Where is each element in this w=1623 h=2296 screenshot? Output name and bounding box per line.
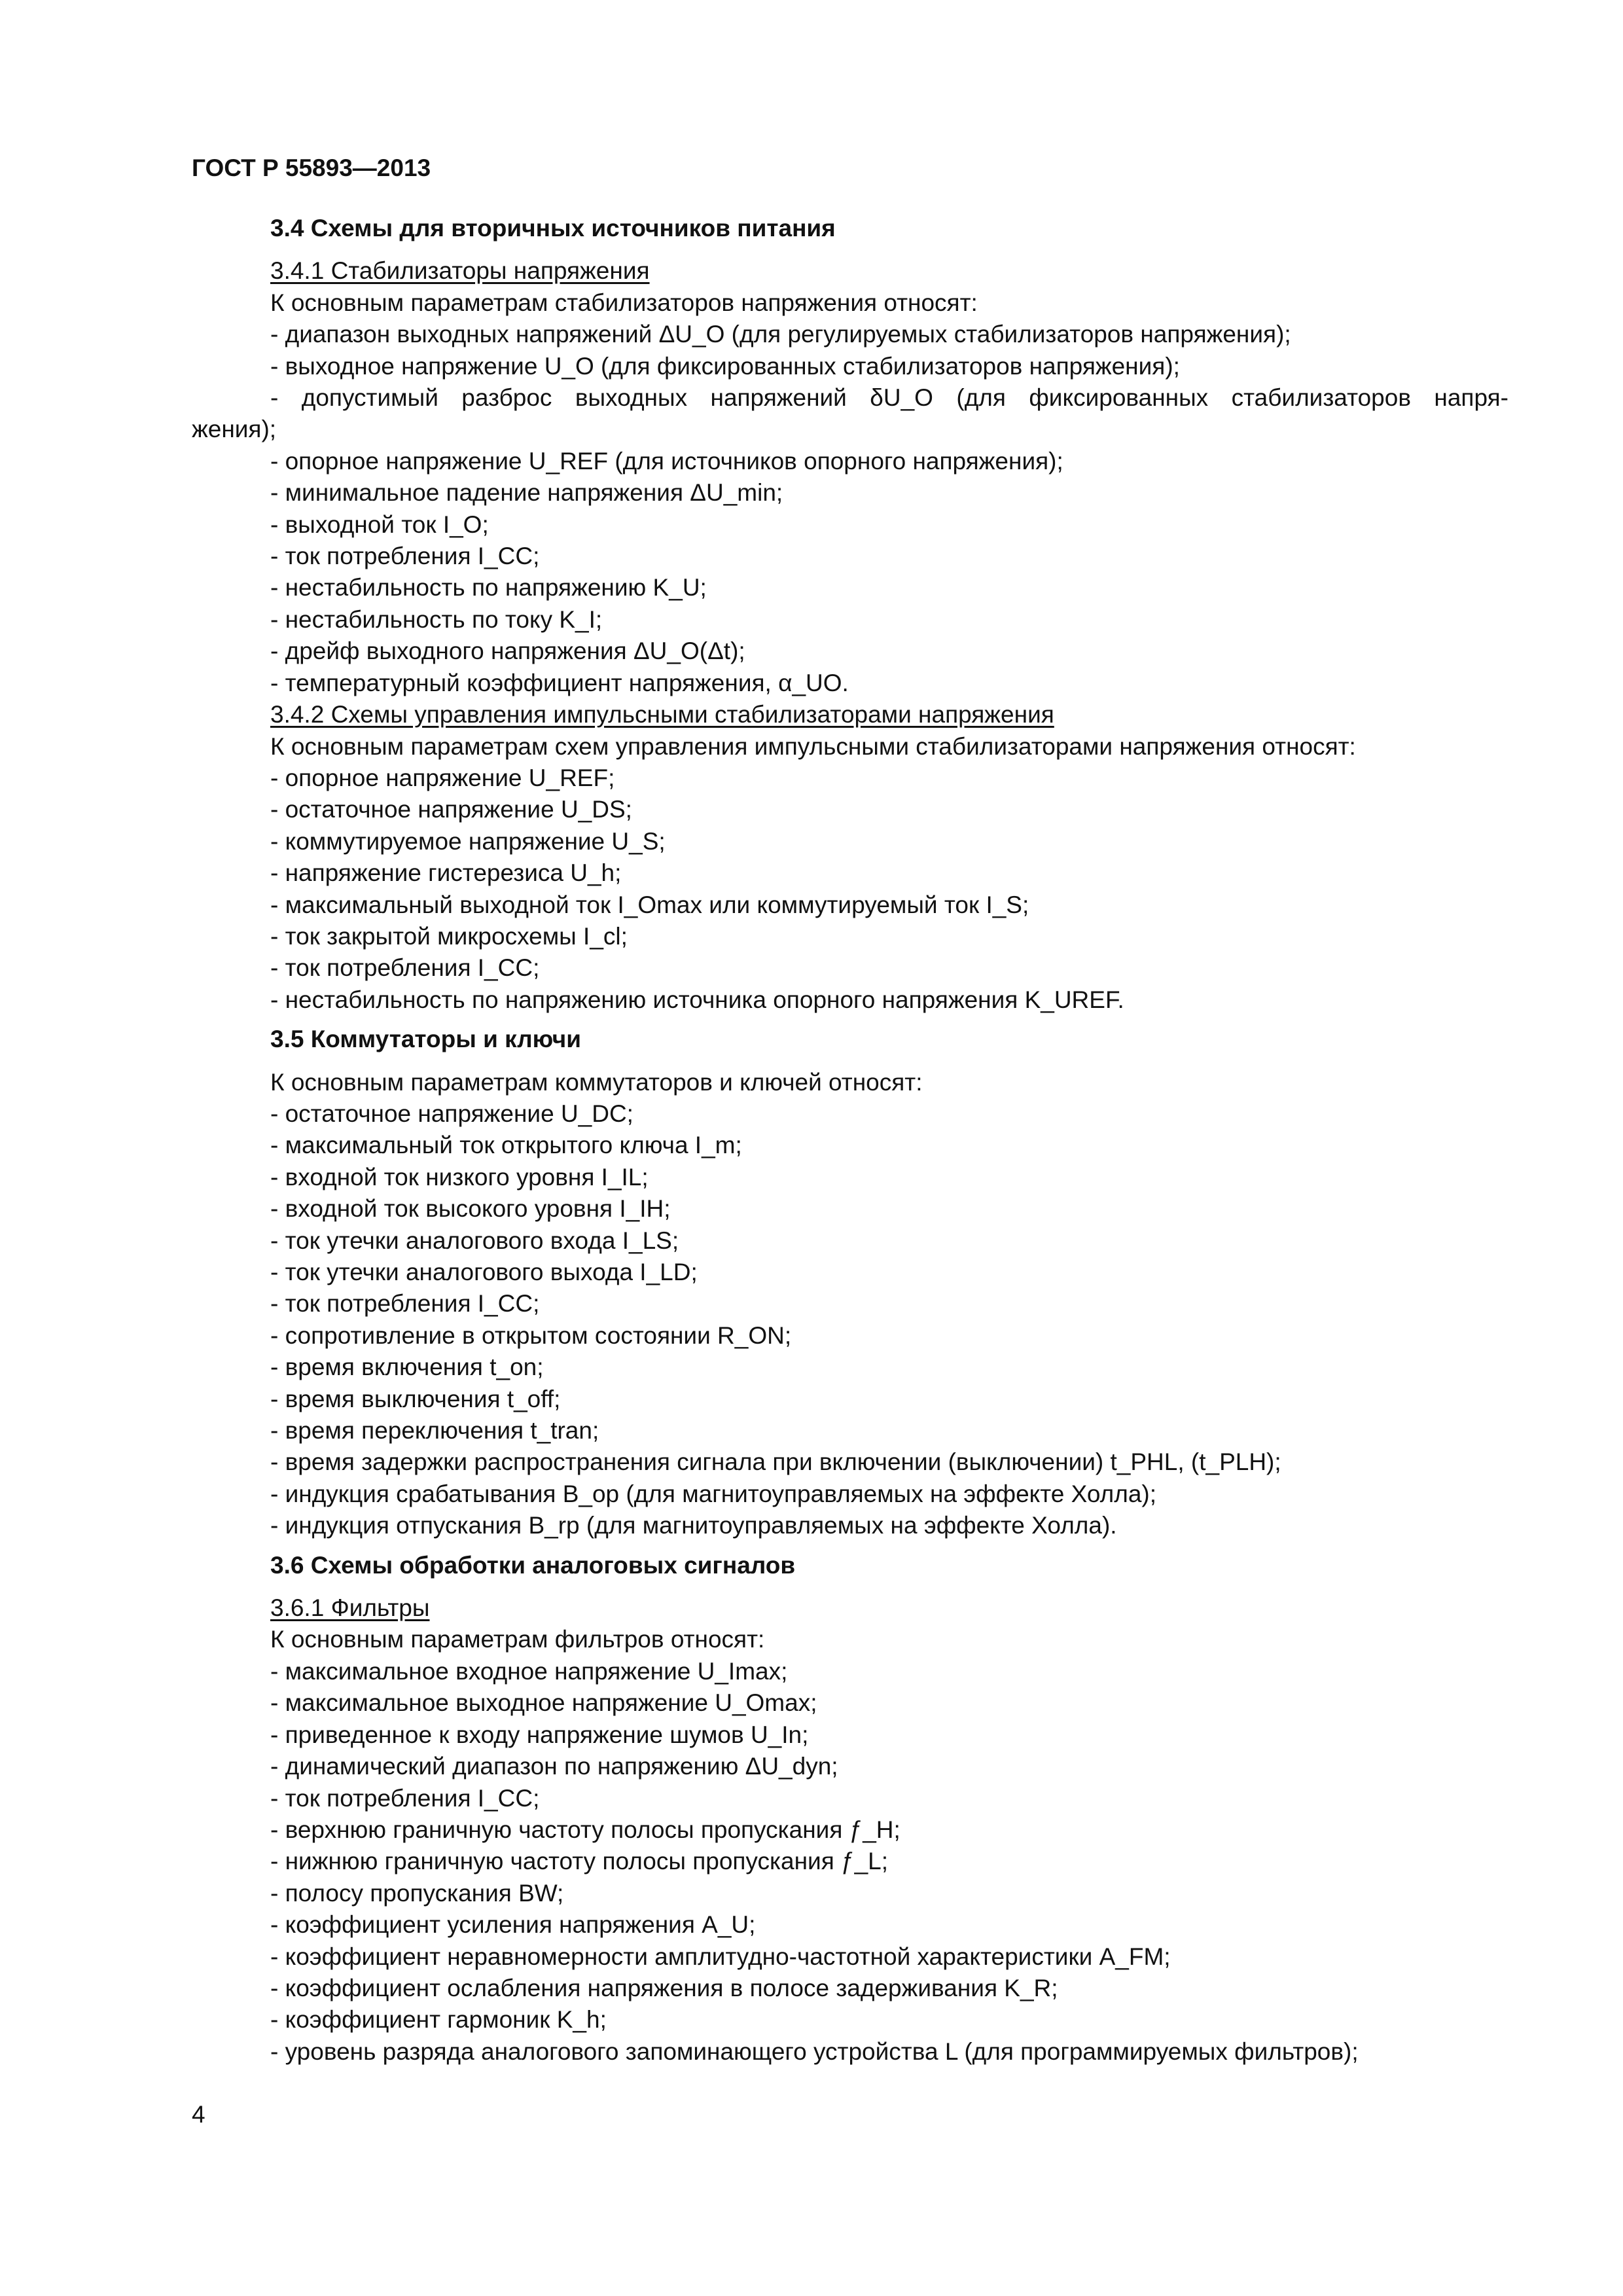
list-item: - индукция отпускания B_rp (для магнитоуправляемых на эффекте Холла). <box>270 1512 1117 1539</box>
list-item: - температурный коэффициент напряжения, α_UO. <box>270 669 849 696</box>
list-item: - время включения t_on; <box>270 1354 544 1381</box>
list-item: - максимальное входное напряжение U_Imax; <box>270 1657 788 1685</box>
list-item: - опорное напряжение U_REF (для источников опорного напряжения); <box>270 447 1063 475</box>
section-heading-3-4: 3.4 Схемы для вторичных источников питания <box>270 215 836 242</box>
subsection-heading-3-4-2: 3.4.2 Схемы управления импульсными стабилизаторами напряжения <box>270 701 1054 728</box>
list-item: - дрейф выходного напряжения ΔU_O(Δt); <box>270 637 745 665</box>
list-item: - приведенное к входу напряжение шумов U_In; <box>270 1721 809 1748</box>
list-item: - ток потребления I_CC; <box>270 1784 540 1812</box>
list-item: - минимальное падение напряжения ΔU_min; <box>270 479 783 507</box>
intro-line: К основным параметрам фильтров относят: <box>270 1626 765 1653</box>
list-item: - напряжение гистерезиса U_h; <box>270 859 622 887</box>
list-item: - ток потребления I_CC; <box>270 543 540 570</box>
list-item: - выходной ток I_O; <box>270 511 489 538</box>
subsection-heading-3-6-1: 3.6.1 Фильтры <box>270 1594 430 1622</box>
list-item: - нестабильность по напряжению источника опорного напряжения K_UREF. <box>270 986 1124 1013</box>
page-number: 4 <box>192 2101 205 2128</box>
document-header: ГОСТ Р 55893—2013 <box>192 154 431 181</box>
list-item: - верхнюю граничную частоту полосы пропускания ƒ_H; <box>270 1816 901 1843</box>
list-item: - ток закрытой микросхемы I_cl; <box>270 922 628 950</box>
list-item: - входной ток низкого уровня I_IL; <box>270 1163 649 1191</box>
section-heading-3-6: 3.6 Схемы обработки аналоговых сигналов <box>270 1551 796 1579</box>
list-item-wrapped-first: - допустимый разброс выходных напряжений δU_O (для фиксированных стабилизаторов напря- <box>270 384 1508 412</box>
list-item-wrapped-rest: жения); <box>192 416 277 443</box>
list-item: - нестабильность по току K_I; <box>270 605 603 633</box>
list-item: - выходное напряжение U_O (для фиксированных стабилизаторов напряжения); <box>270 352 1180 380</box>
section-heading-3-5: 3.5 Коммутаторы и ключи <box>270 1026 582 1053</box>
list-item: - ток потребления I_CC; <box>270 1290 540 1318</box>
list-item: - остаточное напряжение U_DC; <box>270 1100 633 1127</box>
intro-line: К основным параметрам схем управления импульсными стабилизаторами напряжения относят: <box>270 732 1356 760</box>
list-item: - опорное напряжение U_REF; <box>270 764 615 791</box>
list-item: - время переключения t_tran; <box>270 1417 599 1444</box>
list-item: - полосу пропускания BW; <box>270 1879 564 1907</box>
list-item: - максимальный ток открытого ключа I_m; <box>270 1132 742 1159</box>
intro-line: К основным параметрам стабилизаторов напряжения относят: <box>270 289 978 316</box>
list-item: - ток потребления I_CC; <box>270 954 540 982</box>
list-item: - ток утечки аналогового выхода I_LD; <box>270 1259 698 1285</box>
list-item: - коэффициент усиления напряжения A_U; <box>270 1911 756 1939</box>
list-item: - нестабильность по напряжению K_U; <box>270 574 707 601</box>
list-item: - время задержки распространения сигнала при включении (выключении) t_PHL, (t_PLH); <box>270 1448 1281 1476</box>
list-item: - коммутируемое напряжение U_S; <box>270 827 666 855</box>
list-item: - сопротивление в открытом состоянии R_ON; <box>270 1321 792 1349</box>
list-item: - максимальный выходной ток I_Omax или коммутируемый ток I_S; <box>270 891 1029 918</box>
list-item: - уровень разряда аналогового запоминающего устройства L (для программируемых фильтров); <box>270 2037 1359 2065</box>
list-item: - индукция срабатывания B_op (для магнитоуправляемых на эффекте Холла); <box>270 1480 1157 1507</box>
list-item: - остаточное напряжение U_DS; <box>270 796 632 823</box>
subsection-heading-3-4-1: 3.4.1 Стабилизаторы напряжения <box>270 257 650 285</box>
list-item: - ток утечки аналогового входа I_LS; <box>270 1227 679 1254</box>
list-item: - время выключения t_off; <box>270 1385 561 1412</box>
list-item: - коэффициент гармоник K_h; <box>270 2006 607 2034</box>
intro-line: К основным параметрам коммутаторов и ключей относят: <box>270 1068 923 1096</box>
list-item: - входной ток высокого уровня I_IH; <box>270 1195 671 1223</box>
list-item: - коэффициент неравномерности амплитудно-частотной характеристики A_FM; <box>270 1943 1171 1970</box>
list-item: - динамический диапазон по напряжению ΔU_dyn; <box>270 1753 838 1780</box>
list-item: - нижнюю граничную частоту полосы пропускания ƒ_L; <box>270 1848 889 1875</box>
list-item: - максимальное выходное напряжение U_Omax; <box>270 1689 817 1717</box>
list-item: - диапазон выходных напряжений ΔU_O (для регулируемых стабилизаторов напряжения); <box>270 321 1291 348</box>
list-item: - коэффициент ослабления напряжения в полосе задерживания K_R; <box>270 1974 1058 2001</box>
document-body <box>192 213 1508 2068</box>
